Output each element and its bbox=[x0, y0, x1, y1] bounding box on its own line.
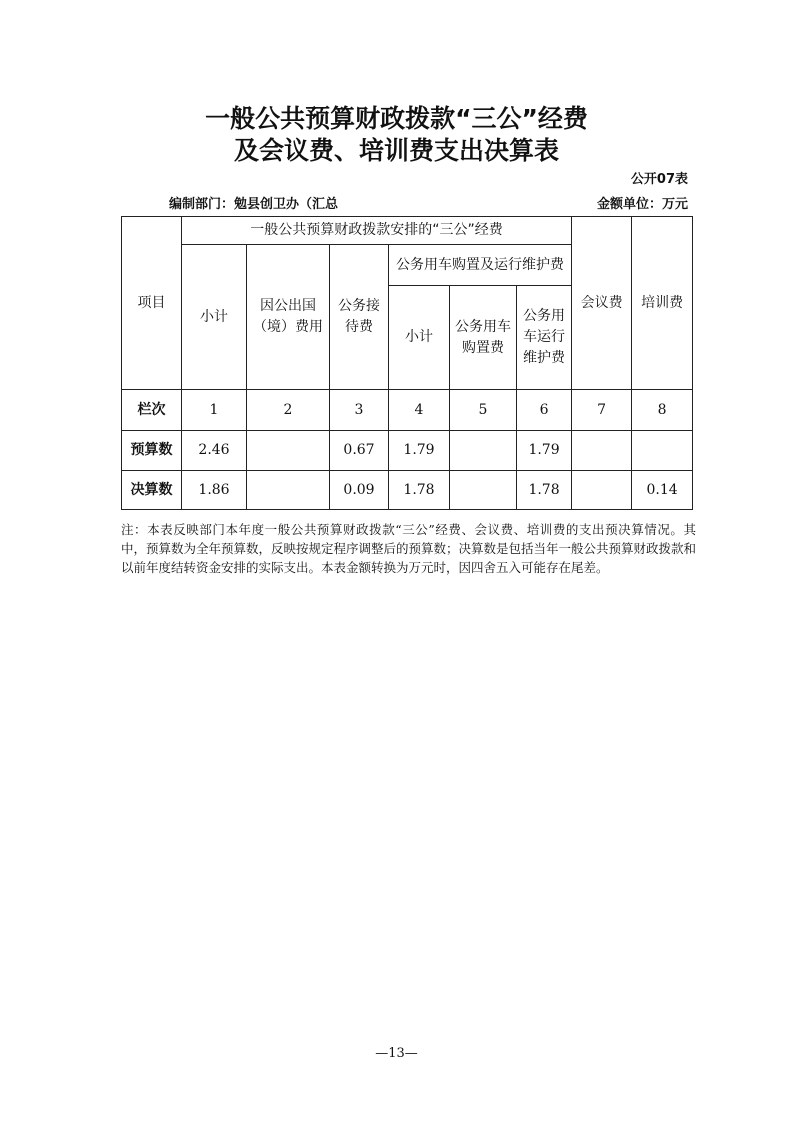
header-vehicle-subtotal: 小计 bbox=[389, 286, 450, 390]
table-cell: 1.79 bbox=[389, 431, 450, 471]
table-cell bbox=[572, 431, 632, 471]
table-cell: 1.78 bbox=[389, 471, 450, 510]
table-cell: 0.09 bbox=[330, 471, 389, 510]
column-number: 7 bbox=[572, 390, 632, 431]
column-number: 4 bbox=[389, 390, 450, 431]
row-label-actual: 决算数 bbox=[122, 471, 182, 510]
header-vehicle-group: 公务用车购置及运行维护费 bbox=[389, 245, 572, 286]
column-number: 3 bbox=[330, 390, 389, 431]
header-item: 项目 bbox=[122, 217, 182, 390]
header-vehicle-purchase: 公务用车购置费 bbox=[450, 286, 517, 390]
column-number: 1 bbox=[182, 390, 247, 431]
table-cell: 0.14 bbox=[632, 471, 693, 510]
table-cell bbox=[632, 431, 693, 471]
page-number: —13— bbox=[375, 1046, 418, 1061]
actual-row bbox=[122, 471, 693, 510]
table-cell bbox=[247, 431, 330, 471]
column-number-label: 栏次 bbox=[122, 390, 182, 431]
column-number-row bbox=[122, 390, 693, 431]
table-cell: 1.78 bbox=[517, 471, 572, 510]
department-label: 编制部门：勉县创卫办（汇总 bbox=[169, 197, 339, 212]
table-cell: 1.86 bbox=[182, 471, 247, 510]
header-abroad: 因公出国（境）费用 bbox=[247, 245, 330, 390]
unit-label: 金额单位：万元 bbox=[596, 197, 688, 212]
table-cell bbox=[572, 471, 632, 510]
table-cell: 2.46 bbox=[182, 431, 247, 471]
header-vehicle-operation: 公务用车运行维护费 bbox=[517, 286, 572, 390]
table-note: 注：本表反映部门本年度一般公共预算财政拨款“三公”经费、会议费、培训费的支出预决算情况。其中，预算数为全年预算数，反映按规定程序调整后的预算数；决算数是包括当年一般公共预算财政拨款和以前年度结转资金安排的实际支出。本表金额转换为万元时，因四舍五入可能存在尾差。 bbox=[121, 522, 697, 575]
table-cell bbox=[450, 471, 517, 510]
column-number: 6 bbox=[517, 390, 572, 431]
form-code: 公开07表 bbox=[630, 172, 688, 187]
column-number: 2 bbox=[247, 390, 330, 431]
table-cell bbox=[247, 471, 330, 510]
page-title-line2: 及会议费、培训费支出决算表 bbox=[233, 136, 559, 165]
column-number: 8 bbox=[632, 390, 693, 431]
column-number: 5 bbox=[450, 390, 517, 431]
table-cell: 1.79 bbox=[517, 431, 572, 471]
header-meeting: 会议费 bbox=[572, 217, 632, 390]
header-reception: 公务接待费 bbox=[330, 245, 389, 390]
budget-row bbox=[122, 431, 693, 471]
header-subtotal: 小计 bbox=[182, 245, 247, 390]
header-training: 培训费 bbox=[632, 217, 693, 390]
header-three-public-group: 一般公共预算财政拨款安排的“三公”经费 bbox=[182, 217, 572, 245]
expenditure-table bbox=[121, 216, 693, 510]
table-cell bbox=[450, 431, 517, 471]
row-label-budget: 预算数 bbox=[122, 431, 182, 471]
page-title-line1: 一般公共预算财政拨款“三公”经费 bbox=[205, 104, 588, 133]
table-cell: 0.67 bbox=[330, 431, 389, 471]
